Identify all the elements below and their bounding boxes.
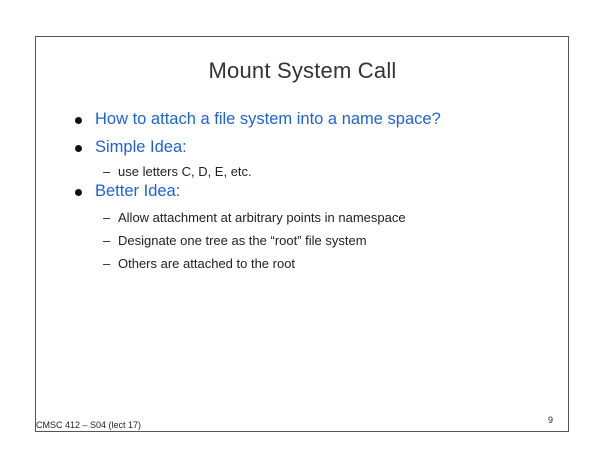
sub-item-text: Designate one tree as the “root” file system [118,233,367,248]
bullet-text: Simple Idea: [95,138,187,156]
bullet-text: How to attach a file system into a name space? [95,110,441,128]
sub-item-text: use letters C, D, E, etc. [118,164,252,179]
slide-title: Mount System Call [208,58,397,83]
bullet-dot-icon [75,117,82,124]
bullet-dot-icon [75,145,82,152]
slide-footer: CMSC 412 – S04 (lect 17) [36,420,142,430]
page-number: 9 [548,415,554,425]
dash-marker: – [103,256,111,271]
dash-marker: – [103,233,111,248]
bullet-dot-icon [75,189,82,196]
dash-marker: – [103,210,111,225]
bullet-text: Better Idea: [95,182,181,200]
sub-item-text: Others are attached to the root [118,256,296,271]
sub-item-text: Allow attachment at arbitrary points in namespace [118,210,406,225]
dash-marker: – [103,164,111,179]
